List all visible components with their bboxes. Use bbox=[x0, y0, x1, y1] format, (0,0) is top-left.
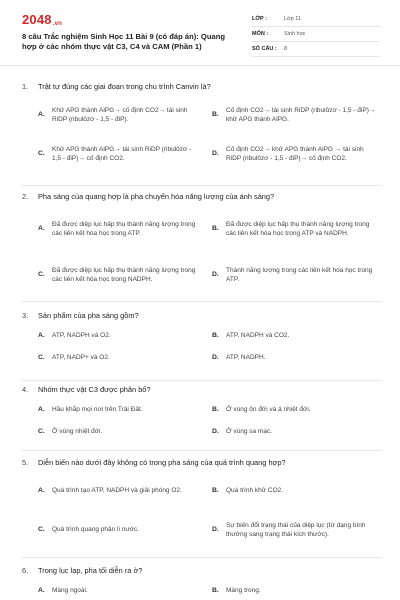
question-4 bbox=[22, 385, 382, 451]
meta-row-count bbox=[252, 42, 380, 57]
option-b[interactable]: B. Quá trình khử CO2. bbox=[212, 487, 284, 495]
site-logo[interactable]: 2048.vn bbox=[22, 12, 63, 27]
question-text: 6. Trong lục lạp, pha tối diễn ra ở? bbox=[22, 566, 143, 575]
meta-value: 8 bbox=[284, 46, 288, 52]
question-text: 5. Diễn biến nào dưới đây không có trong pha sáng của quá trình quang hợp? bbox=[22, 458, 286, 467]
meta-value: Sinh học bbox=[284, 31, 306, 37]
question-text: 4. Nhóm thực vật C3 được phân bố? bbox=[22, 385, 151, 394]
question-6 bbox=[22, 566, 382, 600]
option-b[interactable]: B. Cố định CO2→ tái sinh RiDP (ribulôzơ - 1,5 - điP)→ khử APG thành AlPG. bbox=[212, 106, 376, 123]
option-c[interactable]: C. Quá trình quang phân li nước. bbox=[38, 526, 140, 534]
option-c[interactable]: C. Khử APG thành AlPG→ tái sinh RiDP (ribulôzơ - 1,5 - điP)→ cố định CO2. bbox=[38, 145, 192, 162]
option-d[interactable]: D. Thành năng lượng trong các liên kết hóa học trong ATP. bbox=[212, 266, 373, 283]
option-b[interactable]: B. Màng trong. bbox=[212, 587, 261, 595]
option-a[interactable]: A. Quá trình tạo ATP, NADPH và giải phóng O2. bbox=[38, 487, 182, 495]
option-d[interactable]: D. ATP, NADPH. bbox=[212, 354, 266, 362]
option-d[interactable]: D. Ở vùng sa mạc. bbox=[212, 428, 273, 436]
option-a[interactable]: A. Khử APG thành AlPG→ cố định CO2→ tái sinh RiDP (ribulôzơ - 1,5 - điP). bbox=[38, 106, 188, 123]
option-a[interactable]: A. ATP, NADPH và O2. bbox=[38, 332, 111, 340]
meta-row-class bbox=[252, 12, 380, 27]
option-c[interactable]: C. Đã được diệp lục hấp thụ thành năng lượng trong các liên kết hóa học trong NADPH. bbox=[38, 266, 196, 283]
option-b[interactable]: B. Ở vùng ôn đới và á nhiệt đới. bbox=[212, 406, 311, 414]
question-1 bbox=[22, 82, 382, 186]
meta-row-subject bbox=[252, 27, 380, 42]
option-a[interactable]: A. Đã được diệp lục hấp thụ thành năng lượng trong các liên kết hóa học trong ATP. bbox=[38, 220, 196, 237]
header bbox=[0, 0, 400, 66]
question-2 bbox=[22, 192, 382, 302]
meta-label: SỐ CÂU : bbox=[252, 46, 277, 52]
question-text: 3. Sản phẩm của pha sáng gồm? bbox=[22, 311, 139, 320]
option-c[interactable]: C. ATP, NADP+ và O2. bbox=[38, 354, 110, 362]
meta-label: LỚP : bbox=[252, 16, 267, 22]
meta-value: Lớp 11 bbox=[284, 16, 301, 22]
option-b[interactable]: B. Đã được diệp lục hấp thụ thành năng lượng trong các liên kết hóa học trong ATP và NADPH. bbox=[212, 220, 370, 237]
option-a[interactable]: A. Hầu khắp mọi nơi trên Trái Đất. bbox=[38, 406, 143, 414]
document-title: 8 câu Trắc nghiệm Sinh Học 11 Bài 9 (có đáp án): Quang hợp ở các nhóm thực vật C3, C4 và CAM (Phần 1) bbox=[22, 32, 225, 51]
question-3 bbox=[22, 311, 382, 381]
question-5 bbox=[22, 458, 382, 558]
option-a[interactable]: A. Màng ngoài. bbox=[38, 587, 88, 595]
option-c[interactable]: C. Ở vùng nhiệt đới. bbox=[38, 428, 103, 436]
meta-label: MÔN : bbox=[252, 31, 269, 37]
question-text: 1. Trật tự đúng các giai đoạn trong chu trình Canvin là? bbox=[22, 82, 211, 91]
question-text: 2. Pha sáng của quang hợp là pha chuyển hóa năng lượng của ánh sáng? bbox=[22, 192, 275, 201]
option-b[interactable]: B. ATP, NADPH và CO2. bbox=[212, 332, 290, 340]
option-d[interactable]: D. Cố định CO2→ khử APG thành AlPG → tái sinh RiDP (ribulôzơ - 1,5 - điP)→ cố định CO2. bbox=[212, 145, 364, 162]
option-d[interactable]: D. Sự biến đổi trạng thái của diệp lục (từ dạng bình thường sang trạng thái kích thước). bbox=[212, 521, 366, 538]
meta-info bbox=[252, 12, 380, 57]
